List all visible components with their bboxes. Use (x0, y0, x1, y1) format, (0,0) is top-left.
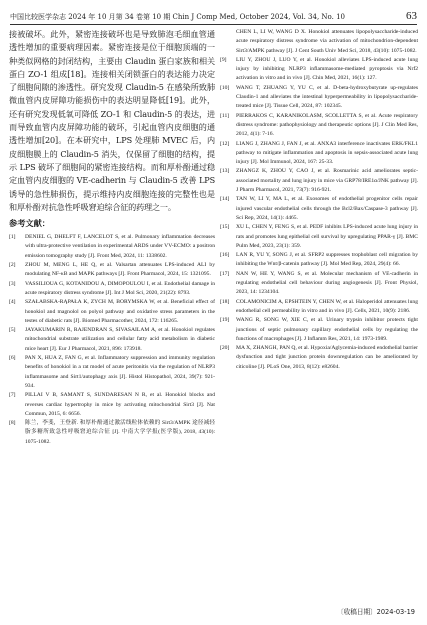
reference-item (220, 251, 418, 270)
reference-item (220, 84, 418, 112)
reference-number: [10] (220, 84, 230, 91)
reference-item (220, 56, 418, 84)
reference-item (220, 140, 418, 168)
journal-header-text: 中国比较医学杂志 2024 年 10 月第 34 卷第 10 期 Chin J Comp Med, October 2024, Vol. 34, No. 10 (10, 13, 345, 21)
reference-number: [16] (220, 252, 230, 259)
reference-item (220, 316, 418, 344)
reference-text: WANG T, ZHUANG Y, YU C, et al. D-beta-hydroxybutyrate up-regulates Claudin-1 and alleviates the intestinal hyperpermeability in lipopolysaccharide-treated mice [J]. Tissue Cell, 2024, 87: 102345. (236, 84, 418, 110)
reference-number: [18] (220, 298, 230, 305)
reference-text: ZHANGZ K, ZHOU Y, CAO J, et al. Rosmarinic acid ameliorates septic-associated mortality and lung injury in mice via GRP78/IRE1α/JNK pathway [J]. J Pharm Pharmacol, 2021, 73(7): 916-921. (236, 168, 418, 194)
reference-text: COLAMONICIM A, EPSHTEIN Y, CHEN W, et al. Haloperidol attenuates lung endothelial cell permeability in vitro and in vivo [J]. Cells, 2021, 10(9): 2186. (236, 298, 418, 314)
reference-item (220, 195, 418, 223)
reference-number: [17] (220, 270, 230, 277)
reference-text: LIU Y, ZHOU J, LUO Y, et al. Honokiol alleviates LPS-induced acute lung injury by inhibiting NLRP3 inflammasome-mediated pyroptosis via Nrf2 activation in vitro and in vivo [J]. Chin Med, 2021, 16(1): 127. (236, 56, 418, 82)
reference-item (9, 298, 215, 326)
reference-text: JAYAKUMARIN R, RAJENDRAN S, SIVASAILAM A, et al. Honokiol regulates mitochondrial substrate utilization and cellular fatty acid metabolism in diabetic mice heart [J]. Eur J Pharmacol, 2021, 896: 173918. (25, 327, 215, 352)
reference-number: [8] (9, 420, 16, 427)
reference-number: [7] (9, 392, 16, 399)
reference-number (220, 28, 236, 56)
reference-number: [12] (220, 140, 230, 147)
reference-number: [14] (220, 196, 230, 203)
reference-number: [20] (220, 345, 230, 352)
reference-text: XU L, CHEN Y, FENG S, et al. PEDF inhibits LPS-induced acute lung injury in rats and promotes lung epithelial cell survival by upregulating PPAR-γ [J]. BMC Pulm Med, 2023, 23(1): 359. (236, 224, 418, 249)
reference-item (9, 261, 215, 280)
reference-item (9, 233, 215, 261)
reference-item (220, 223, 418, 251)
reference-item (9, 354, 215, 391)
reference-item (220, 270, 418, 298)
running-header (10, 8, 417, 22)
page-number: 63 (406, 10, 417, 22)
reference-text: VASSILIOUA G, KOTANIDOU A, DIMOPOULOU I, et al. Endothelial damage in acute respiratory distress syndrome [J]. Int J Mol Sci, 2020, 21(22): 8793. (25, 280, 215, 296)
reference-text: PIERRAKOS C, KARANIKOLASM, SCOLLETTA S, et al. Acute respiratory distress syndrome: pathophysiology and therapeutic options [J]. J Clin Med Res, 2012, 4(1): 7-16. (236, 112, 418, 138)
right-column (220, 28, 418, 372)
reference-item (9, 326, 215, 354)
reference-text: MA X, ZHANGH, PAN Q, et al. Hypoxia/Aglycemia-induced endothelial barrier dysfunction and tight junction protein downregulation can be ameliorated by citicoline [J]. PLoS One, 2013, 8(12): e82604. (236, 345, 419, 370)
references-heading: 参考文献： (9, 218, 50, 229)
reference-text: TAN W, LI Y, MA L, et al. Exosomes of endothelial progenitor cells repair injured vascular endothelial cells through the Bcl2/Bax/Caspase-3 pathway [J]. Sci Rep, 2024, 14(1): 4465. (236, 196, 418, 221)
reference-item (220, 344, 418, 372)
reference-text: PILLAI V B, SAMANT S, SUNDARESAN N R, et al. Honokiol blocks and reverses cardiac hypertrophy in mice by activating mitochondrial Sirt3 [J]. Nat Commun, 2015, 6: 6656. (25, 392, 215, 417)
reference-text: DENIEL G, DHELFT F, LANCELOT S, et al. Pulmonary inflammation decreases with ultra-protective ventilation in experimental ARDS under VV-ECMO: a positron emission tomography study [J]. Front Med, 2024, 11: 1338602. (25, 234, 215, 259)
reference-text: SZAŁABSKA-RĄPAŁA K, ZYCH M, BORYMSKA W, et al. Beneficial effect of honokiol and magnolol on polyol pathway and oxidative stress parameters in the testes of diabetic rats [J]. Biomed Pharmacother, 2024, 172: 116265. (25, 299, 215, 324)
reference-text: LIANG J, ZHANG J, FAN J, et al. ANXA3 interference inactivates ERK/FKL1 pathway to mitigate inflammation and apoptosis in sepsis-associated acute lung injury [J]. Mol Immunol, 2024, 167: 25-33. (236, 140, 418, 166)
references-list-left (9, 233, 215, 447)
reference-item (9, 419, 215, 447)
header-rule (10, 24, 417, 25)
left-column (9, 28, 215, 447)
reference-item (220, 28, 418, 56)
reference-number: [19] (220, 317, 230, 324)
reference-number: [11] (220, 112, 230, 119)
reference-number: [15] (220, 224, 230, 231)
received-date: 〔收稿日期〕2024-03-19 (337, 608, 415, 616)
reference-number: [9] (220, 56, 227, 63)
reference-number: [4] (9, 299, 16, 306)
reference-number: [5] (9, 327, 16, 334)
reference-number: [13] (220, 168, 230, 175)
reference-text: NAN W, HE Y, WANG S, et al. Molecular mechanism of VE-cadherin in regulating endothelial cell behaviour during angiogenesis [J]. Front Physiol, 2023, 14: 1234104. (236, 270, 418, 296)
references-list-right (220, 28, 418, 372)
reference-item (220, 112, 418, 140)
reference-item (9, 280, 215, 299)
reference-text: CHEN L, LI W, WANG D X. Honokiol attenuates lipopolysaccharide-induced acute respiratory distress syndrome via activation of mitochondrion-dependent Sirt3/AMPK pathway [J]. J Cent South Univ Med Sci, 2018, 43(10): 1075-1082. (236, 29, 418, 54)
reference-item (220, 167, 418, 195)
reference-text: 陈兰，李斐，王登新. 和厚朴酚通过激活线粒体依赖的 Sirt3/AMPK 途径减轻脂多糖所致急性呼吸窘迫综合征 [J]. 中南大学学报(医学版), 2018, 43(10): 1075-1082. (25, 420, 215, 445)
reference-text: WANG R, SONG W, XIE C, et al. Urinary trypsin inhibitor protects tight junctions of septic pulmonary capillary endothelial cells by regulating the functions of macrophages [J]. J Inflamm Res, 2021, 14: 1973-1989. (236, 317, 418, 342)
reference-number: [2] (9, 262, 16, 269)
reference-text: PAN X, HUA Z, FAN G, et al. Inflammatory suppression and immunity regulation benefits of honokiol in a rat model of acute peritonitis via the regulation of NLRP3 inflammasome and Sirt1/autophagy axis [J]. Histol Histopathol, 2024, 39(7): 921-934. (25, 355, 215, 389)
reference-item (9, 391, 215, 419)
reference-number: [3] (9, 280, 16, 287)
reference-number: [1] (9, 234, 16, 241)
reference-item (220, 298, 418, 317)
body-paragraph: 接被破坏。此外，紧密连接破坏也是导致肺泡毛细血管通透性增加的重要病理因素。紧密连接是位于细胞顶端的一种类似网格的封闭结构，主要由 Claudin 蛋白家族和相关蛋白 ZO-1 组成[18]。连接相关闭锁蛋白的表达能力决定了细胞间隙的渗透性。研究发现 Claudin-5 在感染所致肺微血管内皮屏障功能损伤中的表达明显降低[19]。此外，还有研究发现低氧可降低 ZO-1 和 Claudin-5 的表达，进而导致血管内皮屏障功能的破坏，引起血管内皮细胞的通透性增加[20]。在本研究中，LPS 处理肺 MVEC 后，内皮细胞膜上的 Claudin-5 消失，仅保留了细胞的结构，提示 LPS 破坏了细胞间的紧密连接结构。而和厚朴酚通过稳定血管内皮细胞的 VE-cadherin 与 Claudin-5 改善 LPS 诱导的急性肺损伤，提示维持内皮细胞连接的完整性也是和厚朴酚对抗急性呼吸窘迫综合征的药理之一。 (9, 29, 215, 212)
reference-text: LAN R, YU Y, SONG J, et al. SFRP2 suppresses trophoblast cell migration by inhibiting the Wnt/β-catenin pathway [J]. Mol Med Rep, 2024, 29(4): 66. (236, 252, 418, 268)
reference-text: ZHOU M, MENG L, HE Q, et al. Valsartan attenuates LPS-induced ALI by modulating NF-κB and MAPK pathways [J]. Front Pharmacol, 2024, 15: 1321095. (25, 262, 215, 278)
reference-number: [6] (9, 355, 16, 362)
